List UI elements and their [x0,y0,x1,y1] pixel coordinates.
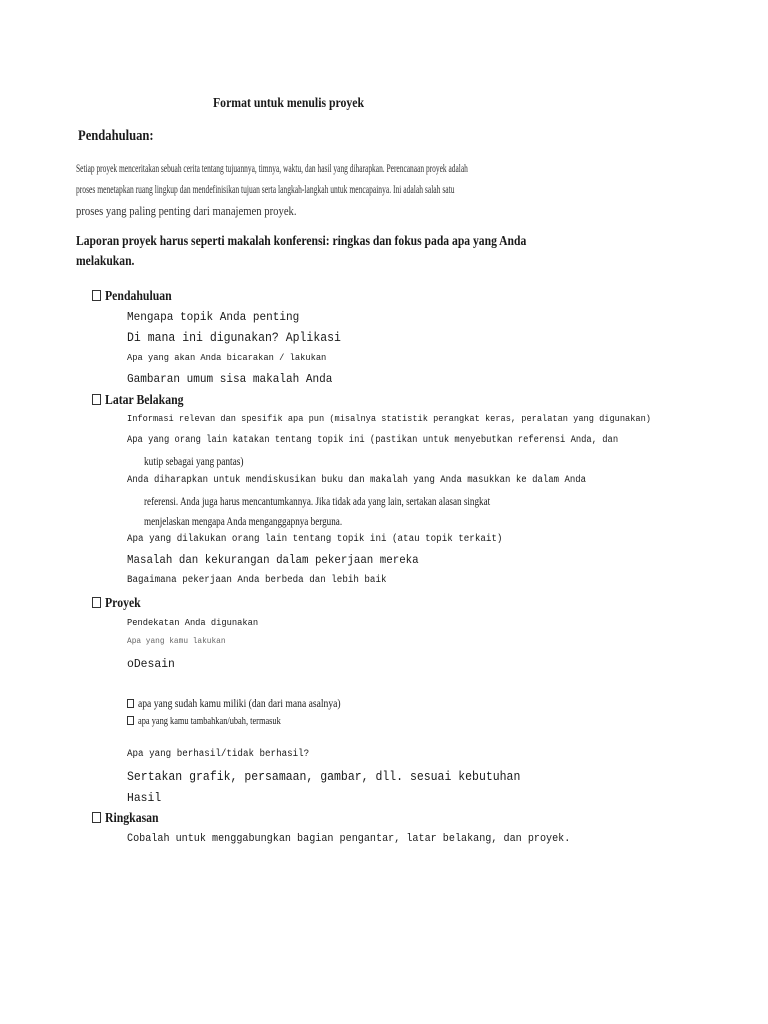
proyek-item-5: Sertakan grafik, persamaan, gambar, dll. sesuai kebutuhan [127,770,521,784]
lead-line-1: Laporan proyek harus seperti makalah konferensi: ringkas dan fokus pada apa yang Anda [76,234,527,249]
document-title [213,96,393,112]
intro-line-3: proses yang paling penting dari manajemen proyek. [76,203,297,218]
section-heading-pendahuluan: Pendahuluan [92,289,184,305]
section-heading-ringkasan: Ringkasan [92,811,169,827]
checkbox-glyph-icon [92,290,101,301]
checkbox-glyph-icon [92,597,101,608]
checkbox-glyph-icon [127,699,134,708]
latar-item-2: Apa yang orang lain katakan tentang topik ini (pastikan untuk menyebutkan referensi Anda, dan [127,435,619,446]
proyek-sub-2: apa yang kamu tambahkan/ubah, termasuk [127,715,326,727]
ringkasan-item-1: Cobalah untuk menggabungkan bagian pengantar, latar belakang, dan proyek. [127,833,571,845]
lead-line-2: melakukan. [76,254,135,269]
proyek-sub-1: apa yang sudah kamu miliki (dan dari mana asalnya) [127,696,391,711]
checkbox-glyph-icon [127,716,134,725]
latar-item-3-cont-2: menjelaskan mengapa Anda menganggapnya berguna. [144,514,343,528]
intro-line-1: Setiap proyek menceritakan sebuah cerita tentang tujuannya, timnya, waktu, dan hasil yang diharapkan. Perencanaan proyek adalah [76,161,468,175]
latar-item-3: Anda diharapkan untuk mendiskusikan buku dan makalah yang Anda masukkan ke dalam Anda [127,475,587,486]
proyek-item-2: Apa yang kamu lakukan [127,636,226,646]
proyek-item-1: Pendekatan Anda digunakan [127,617,259,628]
latar-item-4: Apa yang dilakukan orang lain tentang topik ini (atau topik terkait) [127,534,503,545]
pendahuluan-heading-text: Pendahuluan: [78,128,154,144]
pendahuluan-item-2: Di mana ini digunakan? Aplikasi [127,331,341,345]
pendahuluan-item-3: Apa yang akan Anda bicarakan / lakukan [127,352,327,363]
proyek-item-3: oDesain [127,657,175,671]
title-text: Format untuk menulis proyek [213,96,365,111]
latar-item-2-cont: kutip sebagai yang pantas) [144,454,244,468]
pendahuluan-heading [78,128,168,145]
latar-item-5: Masalah dan kekurangan dalam pekerjaan mereka [127,553,419,567]
checkbox-glyph-icon [92,394,101,405]
latar-item-3-cont-1: referensi. Anda juga harus mencantumkannya. Jika tidak ada yang lain, sertakan alasan singkat [144,494,491,508]
proyek-item-4: Apa yang berhasil/tidak berhasil? [127,749,310,760]
section-heading-latar-belakang: Latar Belakang [92,393,198,409]
pendahuluan-item-4: Gambaran umum sisa makalah Anda [127,372,333,386]
intro-line-2: proses menetapkan ruang lingkup dan mendefinisikan tujuan serta langkah-langkah untuk mencapainya. Ini adalah salah satu [76,182,455,196]
latar-item-6: Bagaimana pekerjaan Anda berbeda dan lebih baik [127,575,387,586]
pendahuluan-item-1: Mengapa topik Anda penting [127,310,300,324]
section-heading-proyek: Proyek [92,596,148,612]
latar-item-1: Informasi relevan dan spesifik apa pun (misalnya statistik perangkat keras, peralatan yang digunakan) [127,413,651,424]
checkbox-glyph-icon [92,812,101,823]
proyek-item-6: Hasil [127,791,162,805]
